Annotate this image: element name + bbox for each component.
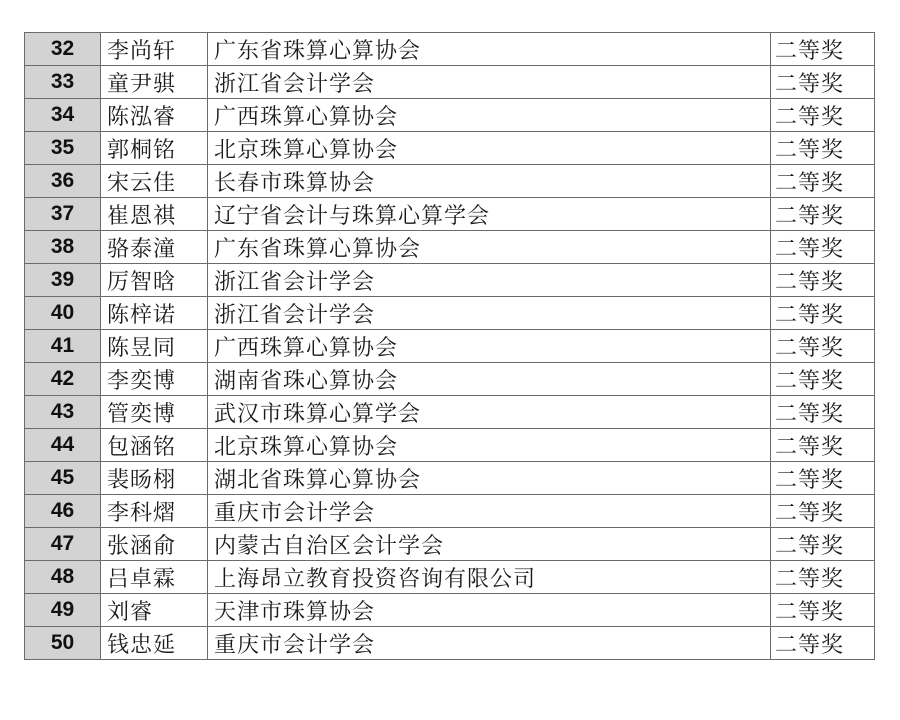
rank-cell: 38 (25, 231, 101, 264)
organization-cell: 辽宁省会计与珠算心算学会 (208, 198, 771, 231)
award-cell: 二等奖 (771, 363, 875, 396)
rank-cell: 41 (25, 330, 101, 363)
rank-cell: 39 (25, 264, 101, 297)
rank-cell: 48 (25, 561, 101, 594)
organization-cell: 北京珠算心算协会 (208, 429, 771, 462)
name-cell: 陈梓诺 (101, 297, 208, 330)
award-cell: 二等奖 (771, 33, 875, 66)
award-cell: 二等奖 (771, 198, 875, 231)
name-cell: 李奕博 (101, 363, 208, 396)
table-row (25, 297, 875, 330)
award-cell: 二等奖 (771, 99, 875, 132)
award-cell: 二等奖 (771, 132, 875, 165)
rank-cell: 35 (25, 132, 101, 165)
table-row (25, 132, 875, 165)
table-row (25, 363, 875, 396)
table-row (25, 594, 875, 627)
name-cell: 管奕博 (101, 396, 208, 429)
name-cell: 崔恩祺 (101, 198, 208, 231)
award-table-body (25, 33, 875, 660)
table-row (25, 396, 875, 429)
rank-cell: 34 (25, 99, 101, 132)
rank-cell: 44 (25, 429, 101, 462)
name-cell: 郭桐铭 (101, 132, 208, 165)
organization-cell: 湖南省珠心算协会 (208, 363, 771, 396)
name-cell: 童尹骐 (101, 66, 208, 99)
rank-cell: 43 (25, 396, 101, 429)
rank-cell: 49 (25, 594, 101, 627)
name-cell: 厉智晗 (101, 264, 208, 297)
award-cell: 二等奖 (771, 462, 875, 495)
table-row (25, 528, 875, 561)
award-cell: 二等奖 (771, 231, 875, 264)
award-cell: 二等奖 (771, 594, 875, 627)
rank-cell: 33 (25, 66, 101, 99)
name-cell: 陈昱同 (101, 330, 208, 363)
award-cell: 二等奖 (771, 264, 875, 297)
organization-cell: 广西珠算心算协会 (208, 330, 771, 363)
name-cell: 包涵铭 (101, 429, 208, 462)
table-row (25, 264, 875, 297)
table-row (25, 561, 875, 594)
organization-cell: 浙江省会计学会 (208, 264, 771, 297)
organization-cell: 广东省珠算心算协会 (208, 33, 771, 66)
name-cell: 张涵俞 (101, 528, 208, 561)
table-row (25, 330, 875, 363)
organization-cell: 重庆市会计学会 (208, 627, 771, 660)
award-cell: 二等奖 (771, 165, 875, 198)
table-row (25, 231, 875, 264)
rank-cell: 40 (25, 297, 101, 330)
rank-cell: 37 (25, 198, 101, 231)
award-cell: 二等奖 (771, 495, 875, 528)
rank-cell: 47 (25, 528, 101, 561)
name-cell: 骆泰潼 (101, 231, 208, 264)
organization-cell: 重庆市会计学会 (208, 495, 771, 528)
table-row (25, 165, 875, 198)
award-list-sheet (24, 32, 874, 660)
rank-cell: 32 (25, 33, 101, 66)
organization-cell: 浙江省会计学会 (208, 297, 771, 330)
organization-cell: 长春市珠算协会 (208, 165, 771, 198)
rank-cell: 46 (25, 495, 101, 528)
table-row (25, 429, 875, 462)
award-cell: 二等奖 (771, 330, 875, 363)
table-row (25, 99, 875, 132)
table-row (25, 33, 875, 66)
award-cell: 二等奖 (771, 627, 875, 660)
organization-cell: 上海昂立教育投资咨询有限公司 (208, 561, 771, 594)
organization-cell: 北京珠算心算协会 (208, 132, 771, 165)
name-cell: 吕卓霖 (101, 561, 208, 594)
table-row (25, 462, 875, 495)
award-table (24, 32, 875, 660)
award-cell: 二等奖 (771, 297, 875, 330)
award-cell: 二等奖 (771, 561, 875, 594)
name-cell: 刘睿 (101, 594, 208, 627)
name-cell: 陈泓睿 (101, 99, 208, 132)
award-cell: 二等奖 (771, 66, 875, 99)
organization-cell: 湖北省珠算心算协会 (208, 462, 771, 495)
award-cell: 二等奖 (771, 528, 875, 561)
name-cell: 李科熠 (101, 495, 208, 528)
table-row (25, 627, 875, 660)
table-row (25, 198, 875, 231)
organization-cell: 武汉市珠算心算学会 (208, 396, 771, 429)
name-cell: 李尚轩 (101, 33, 208, 66)
rank-cell: 42 (25, 363, 101, 396)
rank-cell: 50 (25, 627, 101, 660)
table-row (25, 66, 875, 99)
name-cell: 裴旸栩 (101, 462, 208, 495)
organization-cell: 内蒙古自治区会计学会 (208, 528, 771, 561)
rank-cell: 45 (25, 462, 101, 495)
award-cell: 二等奖 (771, 396, 875, 429)
table-row (25, 495, 875, 528)
organization-cell: 浙江省会计学会 (208, 66, 771, 99)
award-cell: 二等奖 (771, 429, 875, 462)
rank-cell: 36 (25, 165, 101, 198)
organization-cell: 天津市珠算协会 (208, 594, 771, 627)
organization-cell: 广东省珠算心算协会 (208, 231, 771, 264)
organization-cell: 广西珠算心算协会 (208, 99, 771, 132)
name-cell: 宋云佳 (101, 165, 208, 198)
name-cell: 钱忠延 (101, 627, 208, 660)
